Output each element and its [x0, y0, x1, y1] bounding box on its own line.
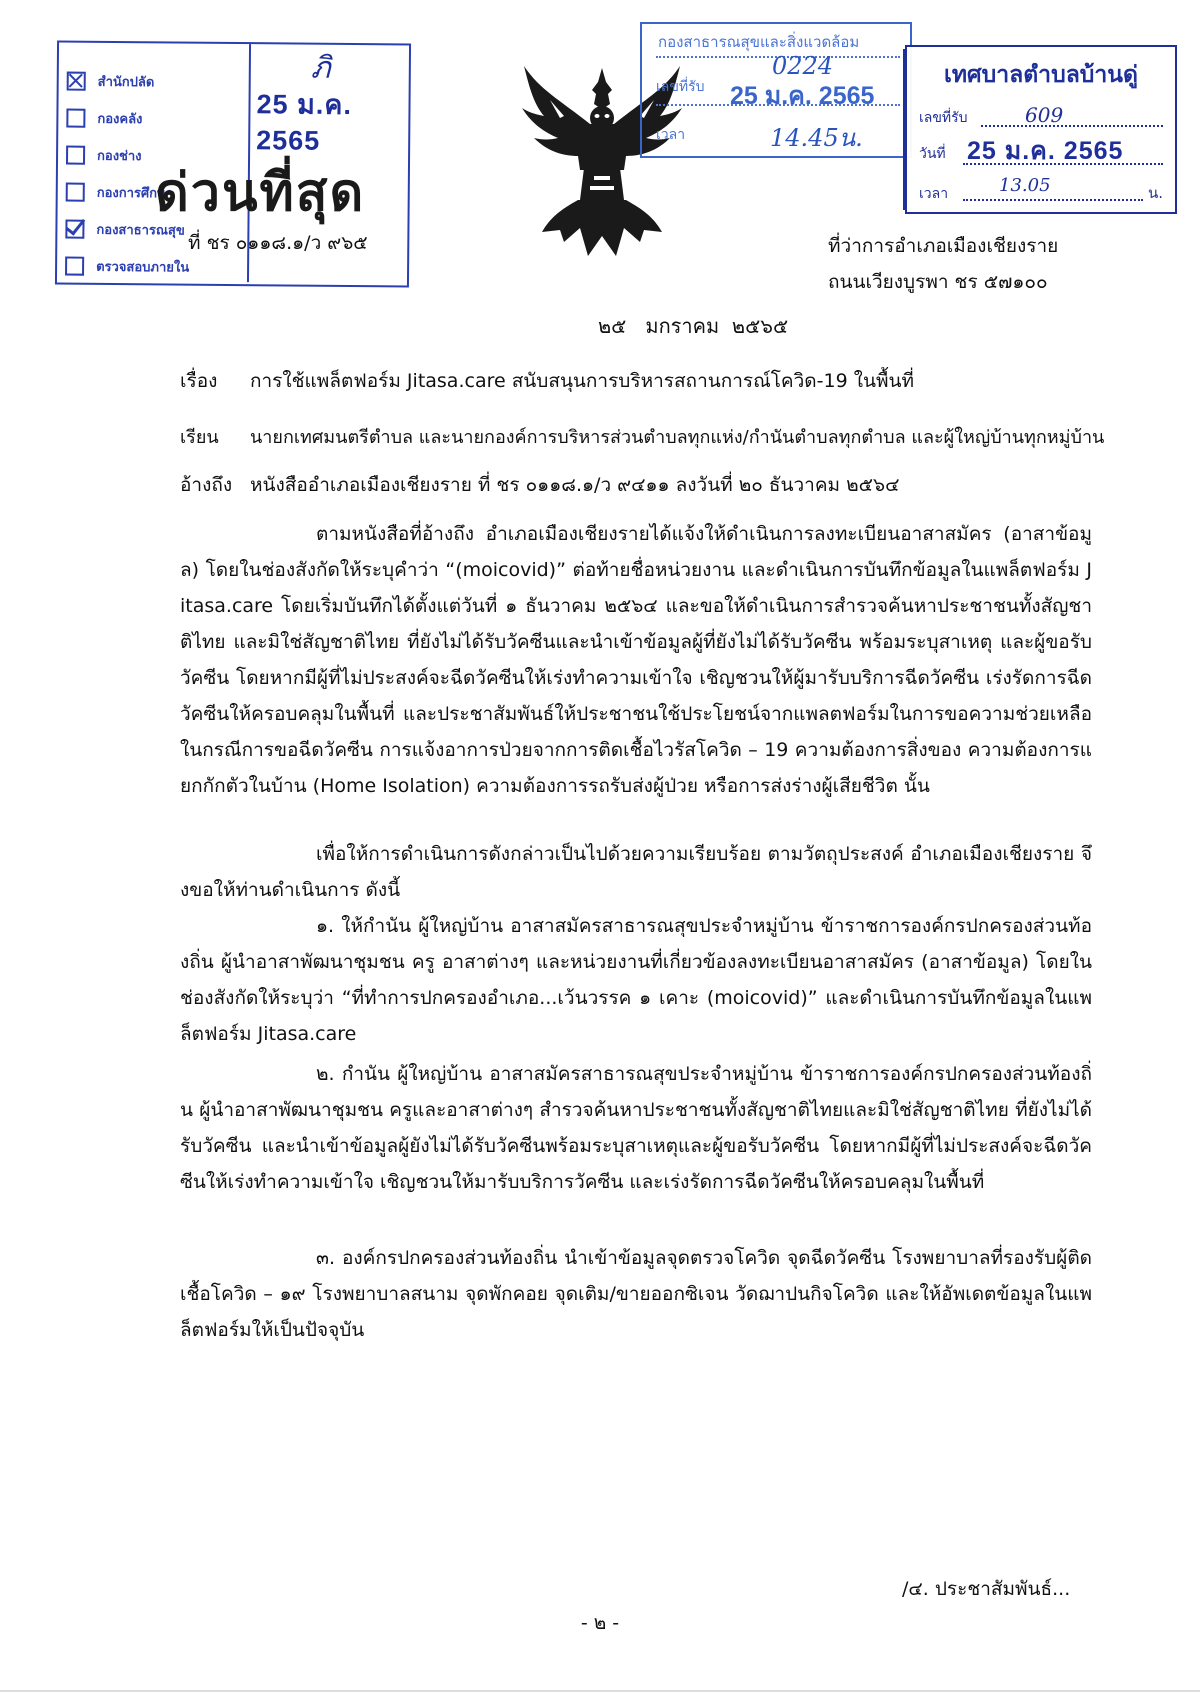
- municipality-stamp-recv-number: 609: [1025, 103, 1064, 127]
- paragraph-1: ตามหนังสือที่อ้างถึง อำเภอเมืองเชียงรายได้แจ้งให้ดำเนินการลงทะเบียนอาสาสมัคร (อาสาข้อมูล) โดยในช่องสังกัดให้ระบุคำว่า “(moicovid)” ต่อท้ายชื่อหน่วยงาน และดำเนินการบันทึกข้อมูลในแพล็ตฟอร์ม Jitasa.care โดยเริ่มบันทึกได้ตั้งแต่วันที่ ๑ ธันวาคม ๒๕๖๔ และขอให้ดำเนินการสำรวจค้นหาประชาชนทั้งสัญชาติไทย และมิใช่สัญชาติไทย ที่ยังไม่ได้รับวัคซีนและนำเข้าข้อมูลผู้ที่ยังไม่ได้รับวัคซีน พร้อมระบุสาเหตุ และผู้ขอรับวัคซีน โดยหากมีผู้ที่ไม่ประสงค์จะฉีดวัคซีนให้เร่งทำความเข้าใจ เชิญชวนให้ผู้มารับบริการฉีดวัคซีน เร่งรัดการฉีดวัคซีนให้ครอบคลุมในพื้นที่ และประชาสัมพันธ์ให้ประชาชนใช้ประโยชน์จากแพลตฟอร์มในการขอความช่วยเหลือในกรณีการขอฉีดวัคซีน การแจ้งอาการป่วยจากการติดเชื้อไวรัสโควิด – 19 ความต้องการสิ่งของ ความต้องการแยกกักตัวในบ้าน (Home Isolation) ความต้องการรถรับส่งผู้ป่วย หรือการส่งร่างผู้เสียชีวิต นั้น: [180, 523, 1092, 797]
- checkbox-icon: [66, 109, 85, 128]
- center-receipt-stamp: [640, 22, 912, 158]
- checkbox-icon: [66, 146, 85, 165]
- action-item-1: ๑. ให้กำนัน ผู้ใหญ่บ้าน อาสาสมัครสาธารณสุขประจำหมู่บ้าน ข้าราชการองค์กรปกครองส่วนท้องถิ่น ผู้นำอาสาพัฒนาชุมชน ครู อาสาต่างๆ และหน่วยงานที่เกี่ยวข้องลงทะเบียนอาสาสมัคร (อาสาข้อมูล) โดยในช่องสังกัดให้ระบุว่า “ที่ทำการปกครองอำเภอ...เว้นวรรค ๑ เคาะ (moicovid)” และดำเนินการบันทึกข้อมูลในแพล็ตฟอร์ม Jitasa.care: [180, 915, 1092, 1045]
- center-stamp-date: 25 ม.ค. 2565: [730, 82, 875, 110]
- stamp-rule: [963, 163, 1163, 165]
- center-stamp-time: 14.45น.: [770, 124, 863, 152]
- address-line-1: ที่ว่าการอำเภอเมืองเชียงราย: [828, 235, 1059, 257]
- municipality-stamp-time-label: เวลา: [919, 186, 949, 202]
- center-stamp-recv-number: 0224: [772, 52, 834, 80]
- continuation-note: /๔. ประชาสัมพันธ์...: [902, 1578, 1071, 1600]
- reference-label: อ้างถึง: [180, 474, 233, 496]
- center-stamp-org: กองสาธารณสุขและสิ่งแวดล้อม: [658, 33, 860, 51]
- routing-item-label: กองสาธารณสุข: [96, 222, 185, 239]
- stamp-rule: [963, 199, 1143, 201]
- recipient-text: นายกเทศมนตรีตำบล และนายกองค์การบริหารส่วนตำบลทุกแห่ง/กำนันตำบลทุกตำบล และผู้ใหญ่บ้านทุกหมู่บ้าน: [250, 427, 1105, 448]
- routing-item-label: กองคลัง: [97, 111, 143, 128]
- action-item-2: ๒. กำนัน ผู้ใหญ่บ้าน อาสาสมัครสาธารณสุขประจำหมู่บ้าน ข้าราชการองค์กรปกครองส่วนท้องถิ่น ผู้นำอาสาพัฒนาชุมชน ครูและอาสาต่างๆ สำรวจค้นหาประชาชนทั้งสัญชาติไทยและมิใช่สัญชาติไทย ที่ยังไม่ได้รับวัคซีน และนำเข้าข้อมูลผู้ยังไม่ได้รับวัคซีนพร้อมระบุสาเหตุและผู้ขอรับวัคซีน โดยหากมีผู้ที่ไม่ประสงค์จะฉีดวัคซีนให้เร่งทำความเข้าใจ เชิญชวนให้มารับบริการวัคซีน และเร่งรัดการฉีดวัคซีนให้ครอบคลุมในพื้นที่: [180, 1063, 1092, 1193]
- routing-item-label: ตรวจสอบภายใน: [96, 259, 190, 276]
- reference-text: หนังสืออำเภอเมืองเชียงราย ที่ ชร ๐๑๑๘.๑/ว ๙๔๑๑ ลงวันที่ ๒๐ ธันวาคม ๒๕๖๔: [250, 474, 900, 496]
- municipality-stamp-date-label: วันที่: [919, 146, 946, 162]
- recipient-field: [180, 422, 1104, 451]
- subject-field: [180, 366, 914, 396]
- recipient-label: เรียน: [180, 427, 219, 448]
- routing-item-label: สำนักปลัด: [97, 74, 155, 91]
- center-stamp-recv-label: เลขที่รับ: [656, 79, 705, 95]
- municipality-stamp-recv-label: เลขที่รับ: [919, 110, 968, 126]
- checkmark-icon: [65, 220, 84, 239]
- urgency-stamp: ด่วนที่สุด: [155, 163, 366, 223]
- document-number: ที่ ชร ๐๑๑๘.๑/ว ๙๖๕: [188, 232, 368, 254]
- municipality-stamp-time: 13.05: [999, 175, 1051, 196]
- municipality-stamp-date: 25 ม.ค. 2565: [967, 137, 1124, 165]
- routing-item: [67, 63, 191, 101]
- routing-item-label: กองการศึกษา: [96, 185, 173, 202]
- routing-item-label: กองช่าง: [96, 148, 142, 165]
- checkbox-icon: [65, 257, 84, 276]
- routing-item: [65, 248, 189, 286]
- municipality-stamp-title: เทศบาลตำบลบ้านดู่: [944, 62, 1138, 88]
- reference-field: [180, 470, 899, 500]
- sender-address: [828, 228, 1058, 300]
- stamp-rule: [656, 104, 900, 106]
- scan-edge: [0, 1690, 1200, 1692]
- center-stamp-time-label: เวลา: [656, 127, 686, 143]
- municipality-receipt-stamp: [905, 45, 1177, 214]
- letter-date: ๒๕ มกราคม ๒๕๖๕: [598, 314, 789, 338]
- checkbox-icon: [66, 183, 85, 202]
- routing-item: [66, 100, 190, 138]
- municipality-stamp-unit: น.: [1147, 184, 1163, 202]
- action-item-3: ๓. องค์กรปกครองส่วนท้องถิ่น นำเข้าข้อมูลจุดตรวจโควิด จุดฉีดวัคซีน โรงพยาบาลที่รองรับผู้ติดเชื้อโควิด – ๑๙ โรงพยาบาลสนาม จุดพักคอย จุดเติม/ขายออกซิเจน วัดฌาปนกิจโควิด และให้อัพเดตข้อมูลในแพล็ตฟอร์มให้เป็นปัจจุบัน: [180, 1247, 1092, 1341]
- paragraph-2: เพื่อให้การดำเนินการดังกล่าวเป็นไปด้วยความเรียบร้อย ตามวัตถุประสงค์ อำเภอเมืองเชียงราย จึงขอให้ท่านดำเนินการ ดังนี้: [180, 843, 1092, 901]
- stamp-rule: [981, 125, 1163, 127]
- page-number: - ๒ -: [580, 1612, 620, 1634]
- subject-text: การใช้แพล็ตฟอร์ม Jitasa.care สนับสนุนการบริหารสถานการณ์โควิด-19 ในพื้นที่: [250, 370, 915, 392]
- checkbox-icon: [67, 72, 86, 91]
- routing-stamp-date: 25 ม.ค. 2565: [256, 89, 353, 156]
- subject-label: เรื่อง: [180, 370, 218, 392]
- address-line-2: ถนนเวียงบูรพา ชร ๕๗๑๐๐: [828, 271, 1048, 293]
- handwritten-initial: ภิ: [310, 50, 331, 86]
